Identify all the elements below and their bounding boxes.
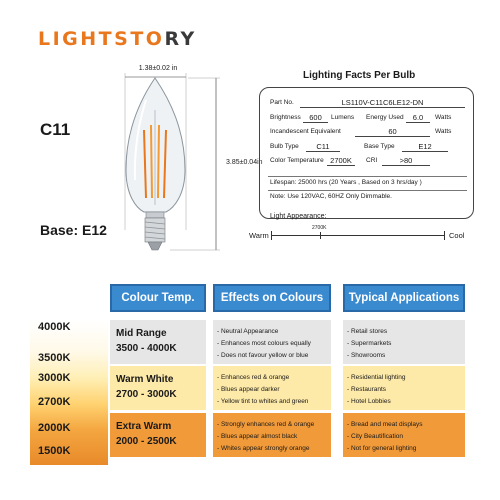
facts-row-part-no	[270, 98, 465, 108]
cri-label: CRI	[366, 157, 378, 164]
lighting-facts-title: Lighting Facts Per Bulb	[303, 70, 416, 81]
effect-item: - Blues appear darker	[217, 386, 280, 393]
light-appearance-scale	[271, 225, 445, 244]
application-item: - Supermarkets	[347, 340, 392, 347]
application-item: - Bread and meat displays	[347, 421, 423, 428]
lighting-facts-panel	[259, 87, 474, 219]
row-extra-warm-apps	[343, 413, 465, 457]
scale-tick-start	[271, 231, 272, 240]
logo-part-2: O	[145, 28, 165, 50]
header-effects-on-colours: Effects on Colours	[213, 284, 331, 312]
effect-item: - Blues appear almost black	[217, 433, 298, 440]
effect-item: - Yellow tint to whites and green	[217, 398, 309, 405]
application-item: - Retail stores	[347, 328, 388, 335]
energy-value: 6.0	[406, 113, 430, 123]
energy-label: Energy Used	[366, 114, 404, 121]
application-item: - Hotel Lobbies	[347, 398, 391, 405]
color-temp-value: 2700K	[327, 156, 355, 166]
scale-line	[271, 235, 445, 236]
effect-item: - Does not favour yellow or blue	[217, 352, 309, 359]
row-range: 2700 - 3000K	[116, 389, 177, 400]
application-item: - Not for general lighting	[347, 445, 417, 452]
application-item: - Showrooms	[347, 352, 386, 359]
kelvin-label: 2700K	[38, 396, 71, 408]
kelvin-label: 2000K	[38, 422, 71, 434]
incandescent-value: 60	[355, 127, 430, 137]
kelvin-label: 3000K	[38, 372, 71, 384]
brightness-label: Brightness	[270, 114, 301, 121]
bulb-base-label: Base: E12	[40, 222, 107, 238]
effect-item: - Whites appear strongly orange	[217, 445, 310, 452]
facts-row-brightness	[270, 113, 465, 123]
light-appearance-warm: Warm	[249, 231, 269, 240]
scale-marker-label: 2700K	[312, 225, 327, 231]
row-mid-range-temp	[110, 320, 206, 364]
watts-label: Watts	[435, 114, 452, 121]
bulb-type-label: Bulb Type	[270, 143, 299, 150]
candle-bulb-illustration	[100, 70, 235, 255]
row-warm-white-apps	[343, 366, 465, 410]
kelvin-gradient-scale	[30, 320, 108, 465]
row-mid-range-effects	[213, 320, 331, 364]
row-name: Extra Warm	[116, 421, 172, 432]
bulb-model: C11	[40, 120, 71, 139]
lifespan-text: Lifespan: 25000 hrs (20 Years , Based on 3 hrs/day )	[270, 179, 422, 186]
row-name: Mid Range	[116, 328, 167, 339]
kelvin-label: 4000K	[38, 321, 71, 333]
lumens-label: Lumens	[331, 114, 355, 121]
application-item: - City Beautification	[347, 433, 403, 440]
effect-item: - Enhances most colours equally	[217, 340, 311, 347]
part-no-label: Part No.	[270, 99, 294, 106]
row-warm-white-temp	[110, 366, 206, 410]
base-type-label: Base Type	[364, 143, 395, 150]
facts-row-color-temp	[270, 156, 465, 166]
row-extra-warm-temp	[110, 413, 206, 457]
row-name: Warm White	[116, 374, 174, 385]
incandescent-label: Incandescent Equivalent	[270, 128, 341, 135]
watts-label-2: Watts	[435, 128, 452, 135]
note-text: Note: Use 120VAC, 60HZ Only Dimmable.	[270, 193, 392, 200]
facts-row-types	[270, 142, 465, 152]
cri-value: >80	[382, 156, 430, 166]
bulb-type-value: C11	[306, 142, 340, 152]
application-item: - Restaurants	[347, 386, 387, 393]
facts-divider-2	[268, 190, 467, 191]
facts-divider	[268, 176, 467, 177]
effect-item: - Enhances red & orange	[217, 374, 290, 381]
effect-item: - Neutral Appearance	[217, 328, 279, 335]
facts-row-lifespan	[270, 178, 465, 188]
header-colour-temp: Colour Temp.	[110, 284, 206, 312]
application-item: - Residential lighting	[347, 374, 406, 381]
color-temp-label: Color Temperature	[270, 157, 324, 164]
kelvin-label: 1500K	[38, 445, 71, 457]
base-type-value: E12	[402, 142, 448, 152]
light-appearance-cool: Cool	[449, 231, 465, 240]
part-no-value: LS110V-C11C6LE12-DN	[300, 98, 465, 108]
row-range: 2000 - 2500K	[116, 436, 177, 447]
facts-row-incandescent	[270, 127, 465, 137]
row-extra-warm-effects	[213, 413, 331, 457]
logo-part-3: RY	[164, 28, 197, 50]
kelvin-label: 3500K	[38, 352, 71, 364]
header-typical-applications: Typical Applications	[343, 284, 465, 312]
logo-part-1: LIGHTST	[38, 28, 146, 50]
scale-tick-end	[444, 231, 445, 240]
bulb-width-dimension: 1.38±0.02 in	[138, 65, 178, 72]
row-mid-range-apps	[343, 320, 465, 364]
row-warm-white-effects	[213, 366, 331, 410]
brightness-value: 600	[303, 113, 328, 123]
light-appearance-title: Light Appearance:	[270, 213, 327, 220]
row-range: 3500 - 4000K	[116, 343, 177, 354]
facts-row-note	[270, 192, 465, 202]
bulb-height-dimension: 3.85±0.04in	[226, 159, 263, 166]
brand-logo	[38, 28, 197, 50]
scale-marker-tick	[320, 232, 321, 239]
effect-item: - Strongly enhances red & orange	[217, 421, 315, 428]
